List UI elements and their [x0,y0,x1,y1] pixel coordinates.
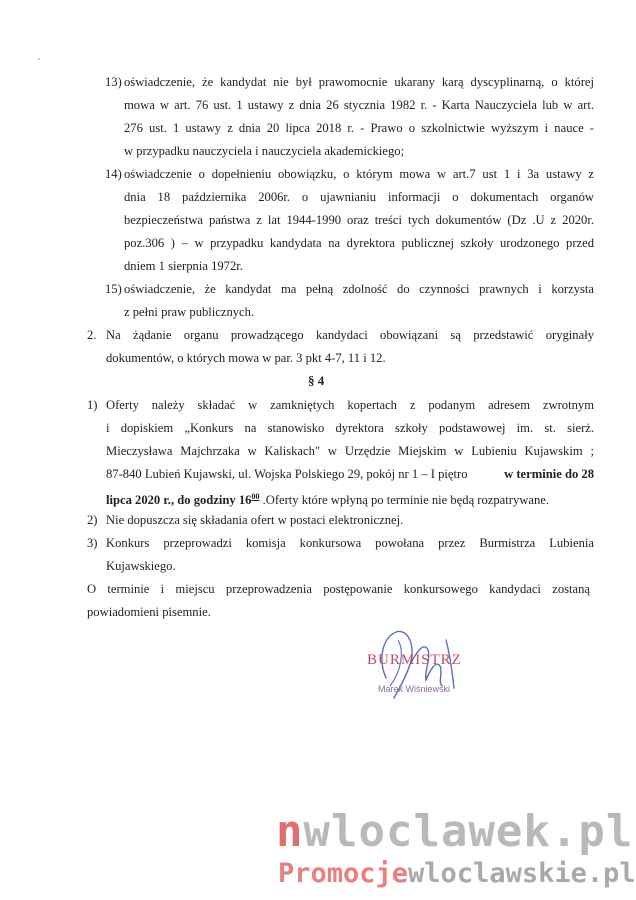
item-13-line-2: mowa w art. 76 ust. 1 ustawy z dnia 26 stycznia 1982 r. - Karta Nauczyciela lub w art. [124,98,594,112]
section-heading: § 4 [308,373,325,388]
closing-line-1: O terminie i miejscu przeprowadzenia postępowanie konkursowego kandydaci zostaną [87,582,590,596]
item-number-14: 14) [105,167,122,181]
watermark-nwloclawek: nwloclawek.pl [276,806,634,857]
watermark-promocje: Promocjewloclawskie.pl [278,858,636,889]
item-15-line-2: z pełni praw publicznych. [124,305,255,319]
s4-item-1-line-2: i dopiskiem „Konkurs na stanowisko dyrektora szkoły podstawowej im. st. sierż. [106,421,594,435]
s4-item-1-line-3: Mieczysława Majchrzaka w Kaliskach" w Urzędzie Miejskim w Lubieniu Kujawskim ; [106,444,594,458]
s4-item-3-line-1: Konkurs przeprowadzi komisja konkursowa powołana przez Burmistrza Lubienia [106,536,594,550]
closing-line-2: powiadomieni pisemnie. [87,605,211,619]
point-2-line-1: Na żądanie organu prowadzącego kandydaci obowiązani są przedstawić oryginały [106,328,594,342]
point-number-2: 2. [87,328,97,342]
item-14-line-4: poz.306 ) – w przypadku kandydata na dyrektora publicznej szkoły urodzonego przed [124,236,594,250]
point-2-line-2: dokumentów, o których mowa w par. 3 pkt 4-7, 11 i 12. [106,351,386,365]
item-15-line-1: oświadczenie, że kandydat ma pełną zdolność do czynności prawnych i korzysta [124,282,594,296]
item-13-line-1: oświadczenie, że kandydat nie był prawomocnie ukarany karą dyscyplinarną, o której [124,75,594,89]
s4-item-1-line-4 [106,466,594,482]
s4-item-number-1: 1) [87,398,98,412]
s4-item-1-rest: .Oferty które wpłyną po terminie nie będą rozpatrywane. [259,493,549,508]
item-13-line-3: 276 ust. 1 ustawy z dnia 20 lipca 2018 r. - Prawo o szkolnictwie wyższym i nauce - [124,121,594,135]
s4-item-3-line-2: Kujawskiego. [106,559,176,573]
s4-item-2-line-1: Nie dopuszcza się składania ofert w postaci elektronicznej. [106,513,404,527]
scan-speck [38,58,40,60]
item-14-line-2: dnia 18 października 2006r. o ujawnianiu informacji o dokumentach organów [124,190,594,204]
s4-item-number-3: 3) [87,536,98,550]
item-14-line-5: dniem 1 sierpnia 1972r. [124,259,243,273]
s4-item-1-line-5 [106,489,549,508]
s4-item-1-deadline-minutes: 00 [251,492,260,501]
s4-item-1-line-1: Oferty należy składać w zamkniętych kopertach z podanym adresem zwrotnym [106,398,594,412]
item-14-line-3: bezpieczeństwa państwa z lat 1944-1990 oraz treści tych dokumentów (Dz .U z 2020r. [124,213,594,227]
s4-item-1-address: 87-840 Lubień Kujawski, ul. Wojska Polskiego 29, pokój nr 1 – I piętro [106,467,468,481]
s4-item-number-2: 2) [87,513,98,527]
item-number-15: 15) [105,282,122,296]
stamp-name: Marek Wiśniewski [378,684,451,694]
item-14-line-1: oświadczenie o dopełnieniu obowiązku, o którym mowa w art.7 ust 1 i 3a ustawy z [124,167,594,181]
s4-item-1-deadline-part2: lipca 2020 r., do godziny 16 [106,493,252,508]
s4-item-1-deadline-part1: w terminie do 28 [504,467,594,481]
item-number-13: 13) [105,75,122,89]
stamp-title: BURMISTRZ [367,652,462,668]
item-13-line-4: w przypadku nauczyciela i nauczyciela akademickiego; [124,144,405,158]
